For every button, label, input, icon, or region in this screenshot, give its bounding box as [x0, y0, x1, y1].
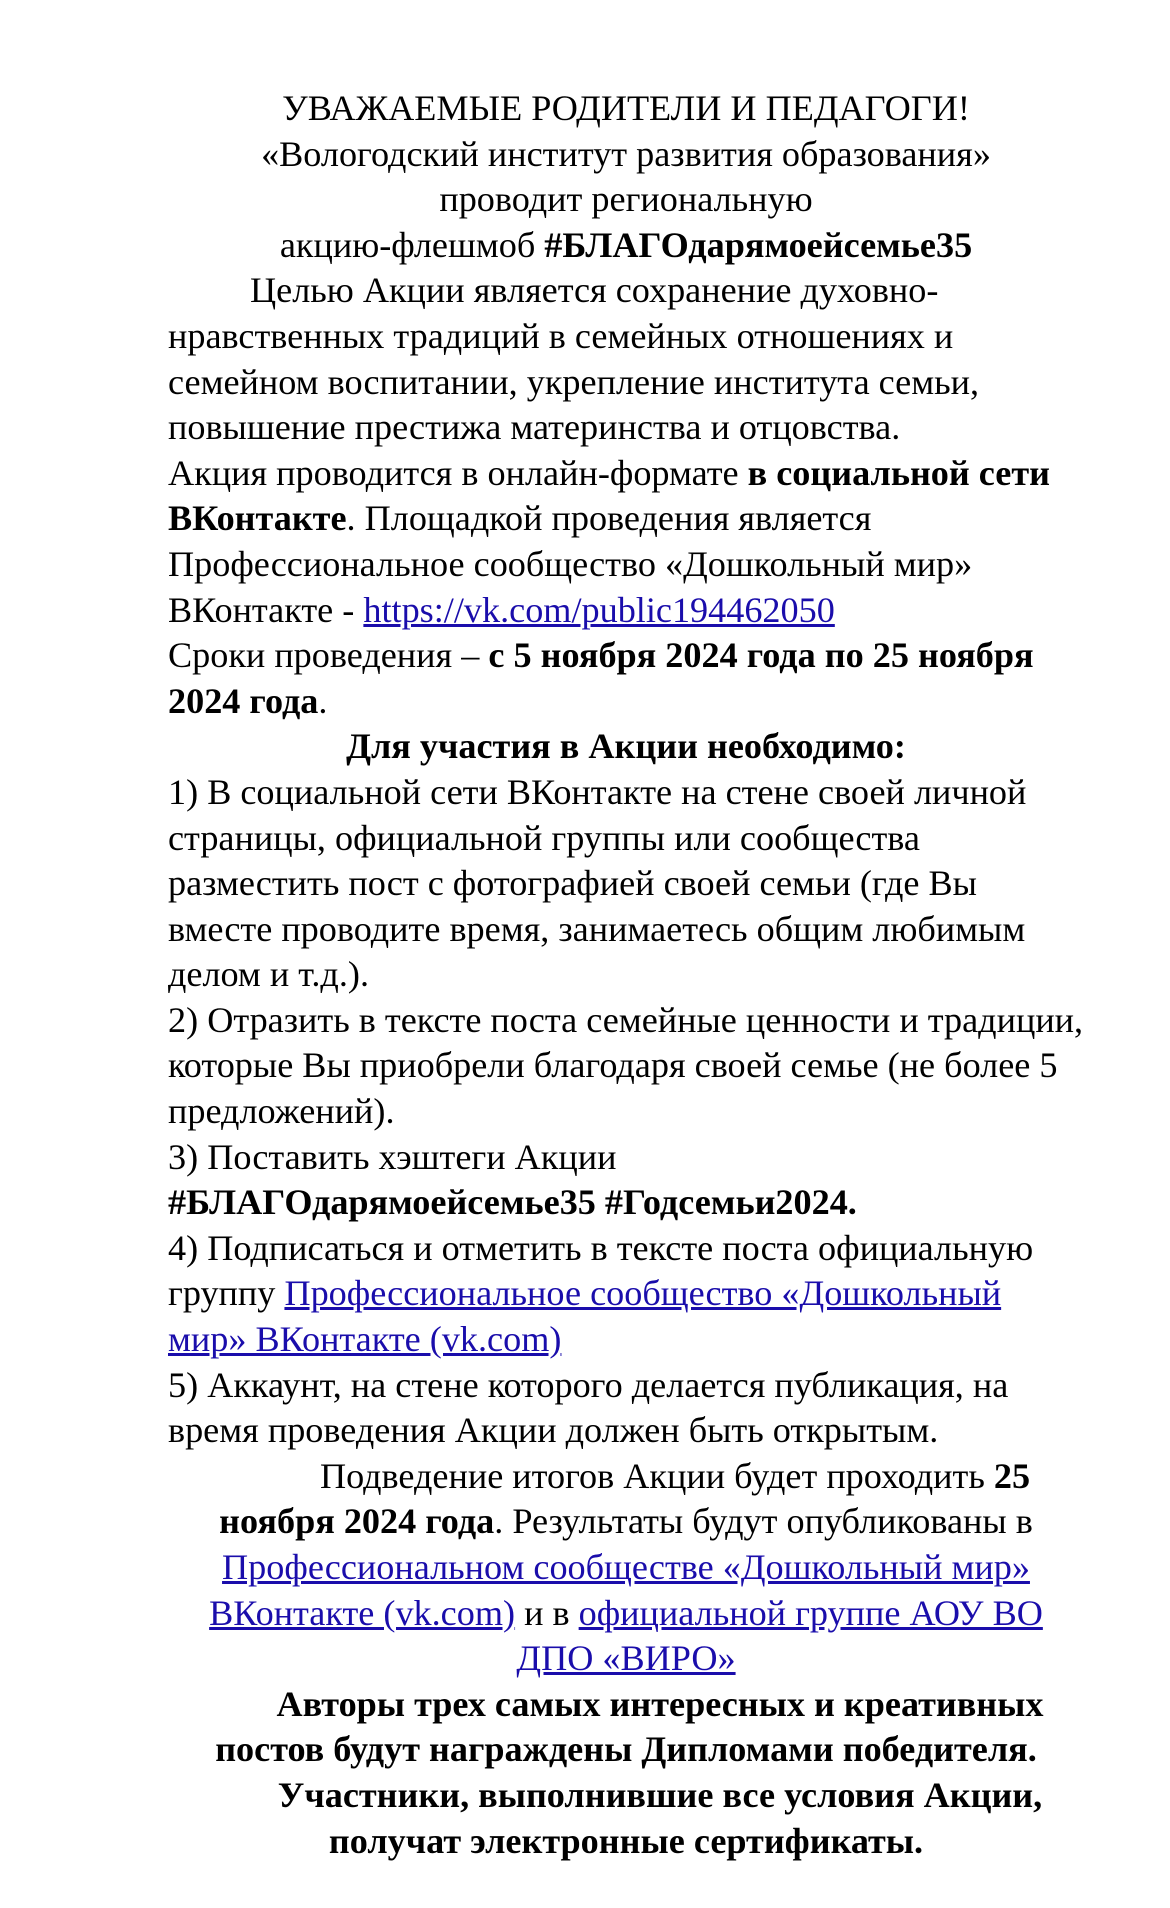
step-2: 2) Отразить в тексте поста семейные ценности и традиции, которые Вы приобрели благодаря своей семье (не более 5 предложений).: [168, 999, 1084, 1132]
awards-winners: Авторы трех самых интересных и креативных постов будут награждены Дипломами победителя.: [215, 1683, 1044, 1770]
header-subtitle: проводит региональную: [439, 179, 813, 220]
step-4: [168, 1226, 1084, 1363]
header-hashtag: #БЛАГОдарямоейсемье35: [544, 224, 973, 265]
dates-end: .: [318, 680, 328, 721]
step-1: 1) В социальной сети ВКонтакте на стене своей личной страницы, официальной группы или сообщества разместить пост с фотографией своей семьи (где Вы вместе проводите время, занимаетесь общим любимым делом и т.д.).: [168, 771, 1027, 995]
dates-text: Сроки проведения –: [168, 635, 489, 676]
header-title: УВАЖАЕМЫЕ РОДИТЕЛИ И ПЕДАГОГИ!: [282, 88, 970, 128]
vk-public-link[interactable]: https://vk.com/public194462050: [363, 589, 835, 630]
viro-group-link[interactable]: официальной группе АОУ ВО ДПО «ВИРО»: [516, 1592, 1043, 1679]
results-bold-date: 25 ноября 2024 года: [219, 1455, 1031, 1542]
format-text-2: . Площадкой проведения является Профессиональное сообщество «Дошкольный мир» ВКонтакте -: [168, 498, 973, 630]
step-4-text: 4) Подписаться и отметить в тексте поста официальную группу: [168, 1227, 1034, 1314]
format-bold: в социальной сети ВКонтакте: [168, 452, 1050, 539]
header-action: [168, 223, 1084, 269]
header-action-prefix: акцию-флешмоб: [279, 224, 545, 265]
requirements-title: Для участия в Акции необходимо:: [346, 726, 906, 767]
step-3: 3) Поставить хэштеги Акции: [168, 1136, 617, 1177]
step-3-hashtags: #БЛАГОдарямоейсемье35 #Годсемьи2024.: [168, 1182, 857, 1223]
step-5: 5) Аккаунт, на стене которого делается публикация, на время проведения Акции должен быть открытым.: [168, 1364, 1009, 1451]
awards-participants: Участники, выполнившие все условия Акции, получат электронные сертификаты.: [277, 1774, 1043, 1861]
dates-bold: с 5 ноября 2024 года по 25 ноября 2024 года: [168, 635, 1034, 721]
results-text-3: и в: [515, 1592, 579, 1633]
dates-paragraph: [168, 633, 1084, 724]
format-text-1: Акция проводится в онлайн-формате: [168, 452, 748, 493]
preschool-community-link[interactable]: Профессиональном сообществе «Дошкольный мир» ВКонтакте (vk.com): [209, 1547, 1030, 1633]
header-organization: «Вологодский институт развития образования»: [261, 133, 991, 174]
preschool-world-link[interactable]: Профессиональное сообщество «Дошкольный мир» ВКонтакте (vk.com): [168, 1273, 1002, 1360]
format-paragraph: [168, 451, 1084, 633]
results-text-2: . Результаты будут опубликованы в: [494, 1501, 1033, 1542]
results-paragraph: [168, 1454, 1084, 1682]
goal-paragraph: Целью Акции является сохранение духовно-нравственных традиций в семейных отношениях и семейном воспитании, укрепление института семьи, повышение престижа материнства и отцовства.: [168, 270, 980, 448]
results-text-1: Подведение итогов Акции будет проходить: [319, 1455, 994, 1496]
